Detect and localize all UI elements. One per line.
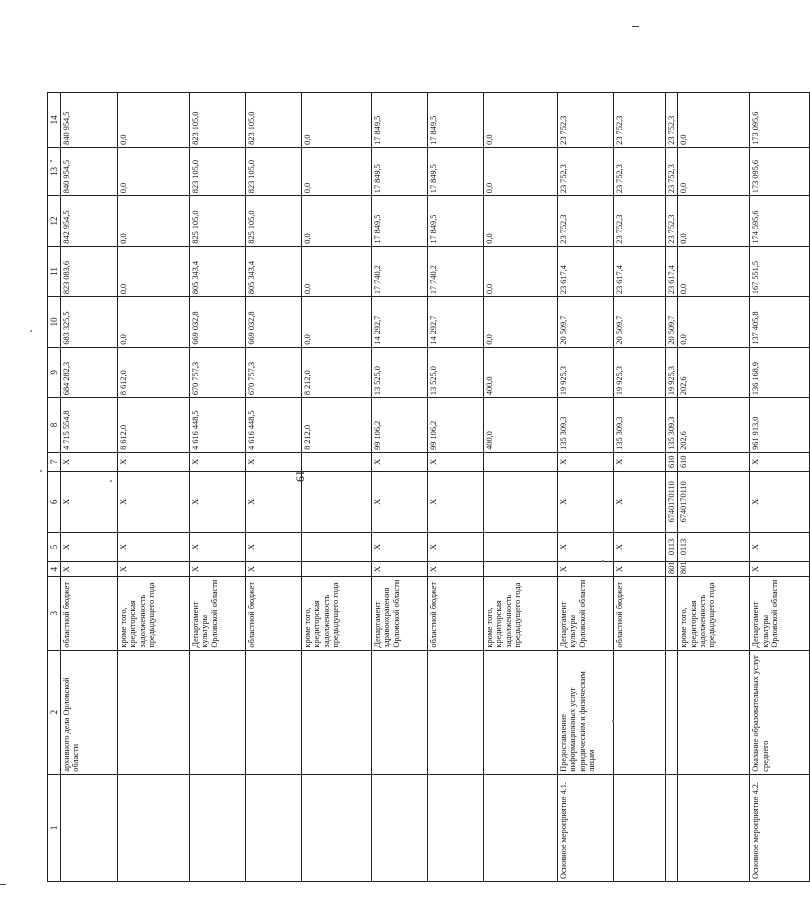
cell-col-13: 0,0 — [678, 147, 750, 195]
cell-col-14: 23 752,3 — [558, 93, 614, 148]
cell-col-11: 0,0 — [118, 246, 190, 296]
cell-col-4: X — [372, 562, 428, 577]
rotated-page — [47, 92, 779, 882]
cell-col-11: 805 343,4 — [190, 246, 246, 296]
cell-col-5: X — [246, 532, 302, 561]
cell-col-2 — [246, 650, 302, 774]
table-row — [428, 93, 484, 882]
cell-col-9: 8 212,0 — [302, 347, 372, 397]
cell-col-4: 801 — [666, 562, 678, 577]
cell-col-3: Департамент здравоохранения Орловской области — [372, 576, 428, 650]
cell-col-13: 0,0 — [302, 147, 372, 195]
col-header: 13 — [48, 147, 61, 195]
cell-col-13: 0,0 — [484, 147, 558, 195]
cell-col-9: 670 757,3 — [246, 347, 302, 397]
cell-col-8: 99 106,2 — [372, 398, 428, 453]
cell-col-1 — [302, 774, 372, 881]
cell-col-4: X — [190, 562, 246, 577]
cell-col-14: 823 105,0 — [190, 93, 246, 148]
cell-col-13: 23 752,3 — [558, 147, 614, 195]
cell-col-10: 137 405,8 — [750, 297, 810, 347]
cell-col-14: 0,0 — [484, 93, 558, 148]
table-row — [118, 93, 190, 882]
col-header: 11 — [48, 246, 61, 296]
cell-col-10: 20 509,7 — [614, 297, 666, 347]
cell-col-3 — [666, 576, 678, 650]
cell-col-7 — [484, 452, 558, 471]
cell-col-4: X — [558, 562, 614, 577]
cell-col-8: 400,0 — [484, 398, 558, 453]
cell-col-11: 823 083,6 — [61, 246, 118, 296]
cell-col-5: X — [558, 532, 614, 561]
cell-col-4: X — [118, 562, 190, 577]
cell-col-5: X — [61, 532, 118, 561]
cell-col-3: областной бюджет — [428, 576, 484, 650]
cell-col-11: 17 740,2 — [372, 246, 428, 296]
cell-col-13: 17 849,5 — [372, 147, 428, 195]
cell-col-10: 20 509,7 — [666, 297, 678, 347]
cell-col-2: Предоставление информационных услуг юридическим и физическим лицам — [558, 650, 614, 774]
cell-col-11: 0,0 — [678, 246, 750, 296]
cell-col-14: 17 849,5 — [372, 93, 428, 148]
cell-col-5: 0113 — [666, 532, 678, 561]
cell-col-3: Департамент культуры Орловской области — [558, 576, 614, 650]
cell-col-13: 823 105,0 — [246, 147, 302, 195]
cell-col-11: 23 617,4 — [666, 246, 678, 296]
cell-col-2 — [666, 650, 678, 774]
cell-col-9: 400,0 — [484, 347, 558, 397]
cell-col-13: 840 954,5 — [61, 147, 118, 195]
cell-col-11: 23 617,4 — [614, 246, 666, 296]
cell-col-5 — [302, 532, 372, 561]
cell-col-2 — [678, 650, 750, 774]
cell-col-5: X — [750, 532, 810, 561]
cell-col-7: X — [372, 452, 428, 471]
cell-col-2 — [484, 650, 558, 774]
cell-col-10: 0,0 — [484, 297, 558, 347]
cell-col-6: 6740170110 — [678, 471, 750, 532]
cell-col-5: 0113 — [678, 532, 750, 561]
col-header: 2 — [48, 650, 61, 774]
cell-col-7: X — [614, 452, 666, 471]
table-body — [61, 93, 810, 882]
header-row — [48, 93, 61, 882]
cell-col-1 — [118, 774, 190, 881]
cell-col-3: кроме того, кредиторская задолженность предыдущего года — [484, 576, 558, 650]
cell-col-3: областной бюджет — [246, 576, 302, 650]
cell-col-1: Основное мероприятие 4.1. — [558, 774, 614, 881]
cell-col-7: X — [190, 452, 246, 471]
col-header: 1 — [48, 774, 61, 881]
col-header: 8 — [48, 398, 61, 453]
cell-col-4: X — [428, 562, 484, 577]
cell-col-8: 135 309,3 — [666, 398, 678, 453]
cell-col-10: 683 325,5 — [61, 297, 118, 347]
cell-col-14: 23 752,3 — [666, 93, 678, 148]
cell-col-1 — [61, 774, 118, 881]
cell-col-9: 136 168,9 — [750, 347, 810, 397]
cell-col-6: X — [190, 471, 246, 532]
scan-dot — [612, 720, 614, 722]
cell-col-9: 19 925,3 — [558, 347, 614, 397]
cell-col-8: 135 309,3 — [614, 398, 666, 453]
cell-col-6: X — [614, 471, 666, 532]
scan-dot — [40, 470, 42, 472]
cell-col-7: X — [246, 452, 302, 471]
cell-col-2 — [302, 650, 372, 774]
cell-col-2 — [190, 650, 246, 774]
cell-col-1: Основное мероприятие 4.2. — [750, 774, 810, 881]
cell-col-2 — [372, 650, 428, 774]
scan-dot — [30, 330, 32, 332]
cell-col-1 — [666, 774, 678, 881]
table-row — [246, 93, 302, 882]
cell-col-14: 0,0 — [118, 93, 190, 148]
cell-col-8: 135 309,3 — [558, 398, 614, 453]
cell-col-6: X — [750, 471, 810, 532]
cell-col-2: архивного дела Орловской области — [61, 650, 118, 774]
cell-col-5: X — [118, 532, 190, 561]
cell-col-6 — [484, 471, 558, 532]
cell-col-8: 99 106,2 — [428, 398, 484, 453]
cell-col-10: 14 292,7 — [428, 297, 484, 347]
cell-col-11: 17 740,2 — [428, 246, 484, 296]
cell-col-11: 805 343,4 — [246, 246, 302, 296]
cell-col-10: 20 509,7 — [558, 297, 614, 347]
col-header: 5 — [48, 532, 61, 561]
cell-col-12: 17 849,5 — [372, 196, 428, 246]
table-row — [302, 93, 372, 882]
cell-col-1 — [614, 774, 666, 881]
col-header: 9 — [48, 347, 61, 397]
table-row — [61, 93, 118, 882]
cell-col-4: X — [246, 562, 302, 577]
cell-col-7: X — [558, 452, 614, 471]
cell-col-8: 4 715 554,8 — [61, 398, 118, 453]
cell-col-9: 202,6 — [678, 347, 750, 397]
cell-col-5: X — [428, 532, 484, 561]
cell-col-12: 17 849,5 — [428, 196, 484, 246]
cell-col-10: 669 032,8 — [190, 297, 246, 347]
cell-col-9: 19 925,3 — [614, 347, 666, 397]
cell-col-12: 0,0 — [484, 196, 558, 246]
cell-col-12: 825 105,0 — [246, 196, 302, 246]
cell-col-9: 670 757,3 — [190, 347, 246, 397]
cell-col-8: 4 616 448,5 — [190, 398, 246, 453]
cell-col-1 — [246, 774, 302, 881]
budget-table — [47, 92, 810, 882]
cell-col-10: 0,0 — [302, 297, 372, 347]
cell-col-14: 823 105,0 — [246, 93, 302, 148]
cell-col-13: 23 752,3 — [614, 147, 666, 195]
cell-col-1 — [190, 774, 246, 881]
cell-col-3: Департамент культуры Орловской области — [750, 576, 810, 650]
scan-mark — [632, 26, 639, 27]
table-row — [678, 93, 750, 882]
cell-col-13: 823 105,0 — [190, 147, 246, 195]
cell-col-3: кроме того, кредиторская задолженность предыдущего года — [678, 576, 750, 650]
cell-col-1 — [372, 774, 428, 881]
cell-col-2: Оказание образовательных услуг среднего — [750, 650, 810, 774]
cell-col-11: 23 617,4 — [558, 246, 614, 296]
cell-col-12: 0,0 — [118, 196, 190, 246]
cell-col-7: X — [428, 452, 484, 471]
cell-col-12: 825 105,0 — [190, 196, 246, 246]
table-row — [190, 93, 246, 882]
cell-col-6: X — [558, 471, 614, 532]
cell-col-6: X — [372, 471, 428, 532]
cell-col-14: 23 752,3 — [614, 93, 666, 148]
cell-col-10: 0,0 — [118, 297, 190, 347]
cell-col-7 — [302, 452, 372, 471]
cell-col-1 — [428, 774, 484, 881]
cell-col-12: 0,0 — [302, 196, 372, 246]
cell-col-10: 14 292,7 — [372, 297, 428, 347]
cell-col-6: X — [428, 471, 484, 532]
table-row — [484, 93, 558, 882]
cell-col-8: 202,6 — [678, 398, 750, 453]
scan-mark — [0, 884, 6, 885]
scan-dot — [50, 160, 52, 162]
cell-col-6: 6740170110 — [666, 471, 678, 532]
cell-col-1 — [484, 774, 558, 881]
cell-col-8: 8 212,0 — [302, 398, 372, 453]
cell-col-10: 669 032,8 — [246, 297, 302, 347]
cell-col-5: X — [614, 532, 666, 561]
cell-col-11: 167 551,5 — [750, 246, 810, 296]
col-header: 10 — [48, 297, 61, 347]
col-header: 7 — [48, 452, 61, 471]
cell-col-13: 173 095,6 — [750, 147, 810, 195]
cell-col-14: 0,0 — [302, 93, 372, 148]
cell-col-9: 13 525,0 — [428, 347, 484, 397]
cell-col-8: 4 616 448,5 — [246, 398, 302, 453]
cell-col-12: 0,0 — [678, 196, 750, 246]
cell-col-12: 23 752,3 — [666, 196, 678, 246]
col-header: 14 — [48, 93, 61, 148]
cell-col-7: 610 — [678, 452, 750, 471]
scan-dot — [602, 560, 604, 562]
cell-col-3: областной бюджет — [61, 576, 118, 650]
cell-col-3: кроме того, кредиторская задолженность предыдущего года — [118, 576, 190, 650]
cell-col-4: X — [750, 562, 810, 577]
cell-col-3: областной бюджет — [614, 576, 666, 650]
cell-col-12: 174 595,6 — [750, 196, 810, 246]
col-header: 3 — [48, 576, 61, 650]
cell-col-6: X — [61, 471, 118, 532]
cell-col-4: X — [614, 562, 666, 577]
cell-col-13: 23 752,3 — [666, 147, 678, 195]
cell-col-2 — [428, 650, 484, 774]
cell-col-10: 0,0 — [678, 297, 750, 347]
cell-col-12: 842 954,5 — [61, 196, 118, 246]
cell-col-13: 0,0 — [118, 147, 190, 195]
cell-col-5: X — [190, 532, 246, 561]
page-number: 19 — [293, 470, 308, 482]
table-row — [558, 93, 614, 882]
table-row — [750, 93, 810, 882]
cell-col-14: 173 095,6 — [750, 93, 810, 148]
cell-col-7: X — [61, 452, 118, 471]
cell-col-4: X — [61, 562, 118, 577]
cell-col-7: X — [750, 452, 810, 471]
cell-col-9: 8 612,0 — [118, 347, 190, 397]
cell-col-3: кроме того, кредиторская задолженность предыдущего года — [302, 576, 372, 650]
cell-col-11: 0,0 — [484, 246, 558, 296]
cell-col-11: 0,0 — [302, 246, 372, 296]
col-header: 4 — [48, 562, 61, 577]
cell-col-2 — [614, 650, 666, 774]
cell-col-14: 17 849,5 — [428, 93, 484, 148]
cell-col-12: 23 752,3 — [558, 196, 614, 246]
cell-col-14: 840 954,5 — [61, 93, 118, 148]
cell-col-9: 684 282,3 — [61, 347, 118, 397]
cell-col-7: X — [118, 452, 190, 471]
cell-col-13: 17 849,5 — [428, 147, 484, 195]
cell-col-5 — [484, 532, 558, 561]
col-header: 6 — [48, 471, 61, 532]
cell-col-6 — [302, 471, 372, 532]
cell-col-9: 19 925,3 — [666, 347, 678, 397]
table-row — [372, 93, 428, 882]
cell-col-12: 23 752,3 — [614, 196, 666, 246]
cell-col-4 — [484, 562, 558, 577]
table-row — [666, 93, 678, 882]
cell-col-3: Департамент культуры Орловской области — [190, 576, 246, 650]
cell-col-9: 13 525,0 — [372, 347, 428, 397]
cell-col-2 — [118, 650, 190, 774]
cell-col-7: 610 — [666, 452, 678, 471]
scan-dot — [110, 480, 112, 482]
cell-col-6: X — [118, 471, 190, 532]
cell-col-14: 0,0 — [678, 93, 750, 148]
cell-col-5: X — [372, 532, 428, 561]
col-header: 12 — [48, 196, 61, 246]
cell-col-4 — [302, 562, 372, 577]
cell-col-8: 961 913,0 — [750, 398, 810, 453]
cell-col-1 — [678, 774, 750, 881]
cell-col-8: 8 612,0 — [118, 398, 190, 453]
cell-col-4: 801 — [678, 562, 750, 577]
table-row — [614, 93, 666, 882]
cell-col-6: X — [246, 471, 302, 532]
